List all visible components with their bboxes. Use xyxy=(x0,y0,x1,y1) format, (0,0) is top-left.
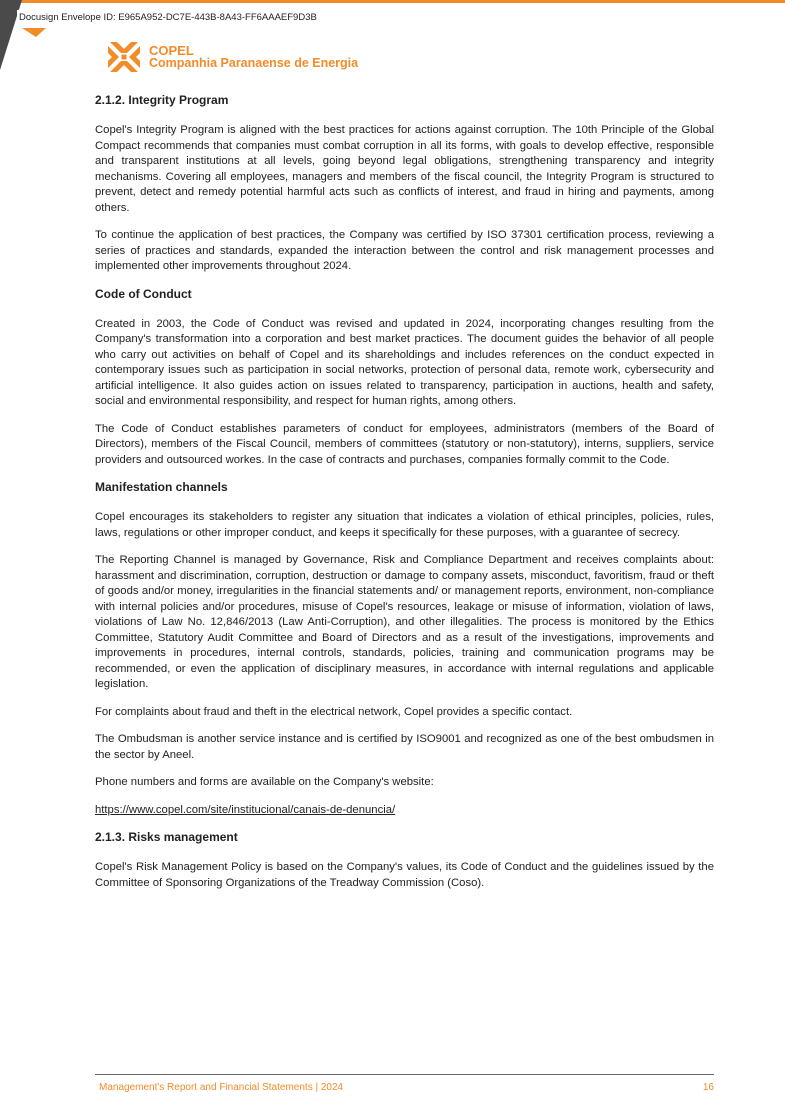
risks-management-heading: 2.1.3. Risks management xyxy=(95,830,238,844)
integrity-program-heading: 2.1.2. Integrity Program xyxy=(95,93,229,107)
paragraph: The Reporting Channel is managed by Governance, Risk and Compliance Department and receives complaints about: harassment and discrimination, corruption, destruction or damage to company assets, misconduct, favoritism, fraud or theft of goods and/or money, irregularities in the financial statements and/ or management reports, environment, non-compliance with internal policies and/or procedures, misuse of Copel's resources, leakage or misuse of information, violation of laws, violations of Law No. 12,846/2013 (Law Anti-Corruption), and other illegalities. The process is monitored by the Ethics Committee, Statutory Audit Committee and Board of Directors and as a result of the investigations, improvements and improvements in procedures, internal controls, standards, policies, training and communication programs may be recommended, or even the application of disciplinary measures, in accordance with internal regulations and applicable legislation. xyxy=(95,554,714,690)
copel-logo xyxy=(107,40,358,74)
reporting-channel-link[interactable]: https://www.copel.com/site/institucional/canais-de-denuncia/ xyxy=(95,803,396,816)
page-number: 16 xyxy=(702,1082,714,1093)
envelope-id: Docusign Envelope ID: E965A952-DC7E-443B-8A43-FF6AAAEF9D3B xyxy=(17,10,319,26)
code-of-conduct-heading: Code of Conduct xyxy=(95,286,192,301)
logo-name: COPEL xyxy=(149,43,194,58)
logo-company-name: Companhia Paranaense de Energia xyxy=(149,56,359,70)
corner-accent xyxy=(22,28,46,37)
footer-title: Management's Report and Financial Statements | 2024 xyxy=(99,1082,344,1093)
manifestation-channels-heading: Manifestation channels xyxy=(95,480,228,494)
document-body xyxy=(95,93,714,903)
paragraph: Copel encourages its stakeholders to register any situation that indicates a violation of ethical principles, policies, rules, laws, regulations or other improper conduct, and keeps it specifically for these purposes, with a guarantee of secrecy. xyxy=(95,511,714,539)
paragraph: Copel's Integrity Program is aligned with the best practices for actions against corruption. The 10th Principle of the Global Compact recommends that companies must combat corruption in all its forms, with goals to develop effective, responsible and transparent institutions at all levels, going beyond legal obligations, strengthening transparency and integrity mechanisms. Covering all employees, managers and members of the fiscal council, the Integrity Program is structured to prevent, detect and remedy potential harmful acts such as conflicts of interest, and fraud in hiring and payments, among others. xyxy=(95,124,714,214)
paragraph: For complaints about fraud and theft in the electrical network, Copel provides a specific contact. xyxy=(95,705,573,718)
footer-divider xyxy=(95,1074,714,1075)
paragraph: Phone numbers and forms are available on the Company's website: xyxy=(95,776,434,788)
paragraph: To continue the application of best practices, the Company was certified by ISO 37301 certification process, reviewing a series of practices and standards, expanded the interaction between the control and risk management processes and implemented other improvements throughout 2024. xyxy=(95,229,714,272)
paragraph: The Ombudsman is another service instance and is certified by ISO9001 and recognized as one of the best ombudsmen in the sector by Aneel. xyxy=(95,733,714,761)
link-paragraph xyxy=(95,803,714,819)
copel-logo-icon xyxy=(107,40,141,74)
paragraph: The Code of Conduct establishes parameters of conduct for employees, administrators (members of the Board of Directors), members of the Fiscal Council, members of committees (statutory or non-statutory), interns, suppliers, service providers and outsourced workes. In the case of contracts and purchases, companies formally commit to the Code. xyxy=(95,422,714,466)
paragraph: Copel's Risk Management Policy is based on the Company's values, its Code of Conduct and the guidelines issued by the Committee of Sponsoring Organizations of the Treadway Commission (Coso). xyxy=(95,861,714,889)
paragraph: Created in 2003, the Code of Conduct was revised and updated in 2024, incorporating changes resulting from the Company's transformation into a corporation and best market practices. The document guides the behavior of all people who carry out activities on behalf of Copel and its shareholdings and includes references on the conduct expected in contemporary issues such as participation in social networks, protection of personal data, remote work, cybersecurity and artificial intelligence. It also guides action on issues related to transparency, participation in auctions, health and safety, social and environmental responsibility, and respect for human rights, among others. xyxy=(95,317,714,407)
top-accent-bar xyxy=(0,0,785,3)
